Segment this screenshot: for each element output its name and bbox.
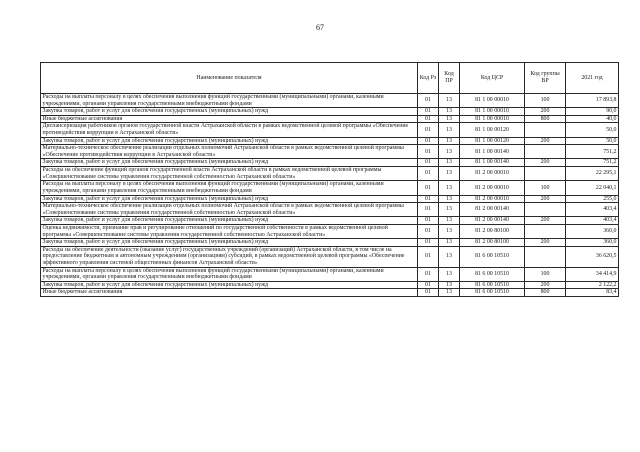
table-row bbox=[41, 267, 619, 281]
cell-csr: 81 1 00 00010 bbox=[460, 94, 525, 108]
cell-rz: 01 bbox=[418, 115, 439, 123]
cell-amount: 40,0 bbox=[566, 115, 619, 123]
cell-name: Расходы на обеспечение функций органов государственной власти Астраханской области в рамках ведомственной целевой программы «Совершенствование системы управления государственной собственностью Астраханской области» bbox=[41, 167, 418, 181]
cell-vr: 200 bbox=[525, 281, 566, 289]
table-row bbox=[41, 289, 619, 297]
table-row bbox=[41, 145, 619, 159]
cell-vr bbox=[525, 145, 566, 159]
cell-vr: 100 bbox=[525, 94, 566, 108]
cell-name: Расходы на выплаты персоналу в целях обеспечения выполнения функций государственными (муниципальными) органами, казенными учреждениями, органами управления государственными внебюджетными фондами bbox=[41, 267, 418, 281]
cell-csr: 81 1 00 00010 bbox=[460, 115, 525, 123]
cell-amount: 360,0 bbox=[566, 224, 619, 238]
cell-csr: 81 2 00 00010 bbox=[460, 167, 525, 181]
header-vr: Код группы ВР bbox=[525, 63, 566, 94]
cell-pr: 13 bbox=[439, 123, 460, 137]
cell-vr: 100 bbox=[525, 267, 566, 281]
table-row bbox=[41, 181, 619, 195]
cell-name: Расходы на обеспечение деятельности (оказание услуг) государственных учреждений (организаций) Астраханской области, в том числе на предоставление бюджетным и автономным учреждениям (организациям) субсидий, в рамках ведомственной целевой программы «Обеспечение эффективного управления системой общественных финансов Астраханской области» bbox=[41, 246, 418, 267]
cell-name: Закупка товаров, работ и услуг для обеспечения государственных (муниципальных) нужд bbox=[41, 195, 418, 203]
cell-pr: 13 bbox=[439, 145, 460, 159]
table-row bbox=[41, 94, 619, 108]
cell-name: Закупка товаров, работ и услуг для обеспечения государственных (муниципальных) нужд bbox=[41, 217, 418, 225]
cell-vr bbox=[525, 167, 566, 181]
cell-pr: 13 bbox=[439, 281, 460, 289]
table-row bbox=[41, 239, 619, 247]
cell-amount: 90,0 bbox=[566, 108, 619, 116]
cell-name: Иные бюджетные ассигнования bbox=[41, 289, 418, 297]
cell-csr: 81 1 00 00140 bbox=[460, 145, 525, 159]
cell-vr: 200 bbox=[525, 217, 566, 225]
cell-amount: 17 893,8 bbox=[566, 94, 619, 108]
cell-rz: 01 bbox=[418, 281, 439, 289]
cell-pr: 13 bbox=[439, 239, 460, 247]
cell-pr: 13 bbox=[439, 195, 460, 203]
cell-name: Закупка товаров, работ и услуг для обеспечения государственных (муниципальных) нужд bbox=[41, 108, 418, 116]
cell-amount: 36 620,5 bbox=[566, 246, 619, 267]
header-year: 2021 год bbox=[566, 63, 619, 94]
cell-pr: 13 bbox=[439, 246, 460, 267]
cell-amount: 403,4 bbox=[566, 203, 619, 217]
table-row bbox=[41, 246, 619, 267]
cell-name: Закупка товаров, работ и услуг для обеспечения государственных (муниципальных) нужд bbox=[41, 239, 418, 247]
cell-csr: 81 2 00 00140 bbox=[460, 203, 525, 217]
cell-name: Материально-техническое обеспечение реализации отдельных полномочий Астраханской области в рамках ведомственной целевой программы «Обеспечение противодействия коррупции в Астраханской области» bbox=[41, 145, 418, 159]
cell-rz: 01 bbox=[418, 289, 439, 297]
cell-rz: 01 bbox=[418, 159, 439, 167]
cell-pr: 13 bbox=[439, 267, 460, 281]
header-name: Наименование показателя bbox=[41, 63, 418, 94]
cell-name: Материально-техническое обеспечение реализации отдельных полномочий Астраханской области в рамках ведомственной целевой программы «Совершенствование системы управления государственной собственностью Астраханской области» bbox=[41, 203, 418, 217]
cell-name: Закупка товаров, работ и услуг для обеспечения государственных (муниципальных) нужд bbox=[41, 137, 418, 145]
cell-name: Расходы на выплаты персоналу в целях обеспечения выполнения функций государственными (муниципальными) органами, казенными учреждениями, органами управления государственными внебюджетными фондами bbox=[41, 94, 418, 108]
cell-amount: 50,0 bbox=[566, 137, 619, 145]
cell-amount: 360,0 bbox=[566, 239, 619, 247]
cell-amount: 50,0 bbox=[566, 123, 619, 137]
table-row bbox=[41, 167, 619, 181]
cell-pr: 13 bbox=[439, 224, 460, 238]
cell-vr: 800 bbox=[525, 115, 566, 123]
cell-amount: 255,0 bbox=[566, 195, 619, 203]
cell-pr: 13 bbox=[439, 217, 460, 225]
table-row bbox=[41, 217, 619, 225]
table-row bbox=[41, 137, 619, 145]
cell-csr: 81 1 00 00120 bbox=[460, 137, 525, 145]
cell-rz: 01 bbox=[418, 137, 439, 145]
cell-csr: 81 6 00 10510 bbox=[460, 281, 525, 289]
cell-vr: 800 bbox=[525, 289, 566, 297]
table-row bbox=[41, 108, 619, 116]
cell-rz: 01 bbox=[418, 145, 439, 159]
cell-pr: 13 bbox=[439, 115, 460, 123]
cell-rz: 01 bbox=[418, 123, 439, 137]
table-row bbox=[41, 123, 619, 137]
cell-vr: 200 bbox=[525, 195, 566, 203]
cell-pr: 13 bbox=[439, 203, 460, 217]
cell-pr: 13 bbox=[439, 94, 460, 108]
cell-vr: 200 bbox=[525, 108, 566, 116]
cell-name: Закупка товаров, работ и услуг для обеспечения государственных (муниципальных) нужд bbox=[41, 281, 418, 289]
cell-amount: 22 040,1 bbox=[566, 181, 619, 195]
cell-rz: 01 bbox=[418, 246, 439, 267]
cell-amount: 22 295,1 bbox=[566, 167, 619, 181]
header-pr: Код ПР bbox=[439, 63, 460, 94]
cell-pr: 13 bbox=[439, 137, 460, 145]
cell-csr: 81 2 00 80100 bbox=[460, 224, 525, 238]
cell-name: Закупка товаров, работ и услуг для обеспечения государственных (муниципальных) нужд bbox=[41, 159, 418, 167]
cell-pr: 13 bbox=[439, 108, 460, 116]
cell-amount: 403,4 bbox=[566, 217, 619, 225]
cell-csr: 81 6 00 10510 bbox=[460, 246, 525, 267]
table-row bbox=[41, 159, 619, 167]
cell-amount: 83,4 bbox=[566, 289, 619, 297]
cell-vr: 200 bbox=[525, 159, 566, 167]
cell-csr: 81 2 00 00010 bbox=[460, 181, 525, 195]
cell-rz: 01 bbox=[418, 224, 439, 238]
cell-rz: 01 bbox=[418, 94, 439, 108]
cell-pr: 13 bbox=[439, 289, 460, 297]
cell-name: Расходы на выплаты персоналу в целях обеспечения выполнения функций государственными (муниципальными) органами, казенными учреждениями, органами управления государственными внебюджетными фондами bbox=[41, 181, 418, 195]
cell-rz: 01 bbox=[418, 181, 439, 195]
cell-rz: 01 bbox=[418, 195, 439, 203]
table-row bbox=[41, 281, 619, 289]
cell-vr bbox=[525, 203, 566, 217]
header-csr: Код ЦСР bbox=[460, 63, 525, 94]
table-row bbox=[41, 203, 619, 217]
cell-name: Иные бюджетные ассигнования bbox=[41, 115, 418, 123]
table-row bbox=[41, 115, 619, 123]
cell-pr: 13 bbox=[439, 181, 460, 195]
cell-rz: 01 bbox=[418, 203, 439, 217]
cell-rz: 01 bbox=[418, 167, 439, 181]
cell-rz: 01 bbox=[418, 239, 439, 247]
cell-amount: 751,2 bbox=[566, 145, 619, 159]
cell-csr: 81 1 00 00140 bbox=[460, 159, 525, 167]
cell-rz: 01 bbox=[418, 267, 439, 281]
cell-csr: 81 6 00 10510 bbox=[460, 289, 525, 297]
cell-vr bbox=[525, 246, 566, 267]
cell-csr: 81 2 00 00010 bbox=[460, 195, 525, 203]
budget-table bbox=[40, 62, 619, 297]
cell-pr: 13 bbox=[439, 167, 460, 181]
table-row bbox=[41, 195, 619, 203]
cell-rz: 01 bbox=[418, 217, 439, 225]
cell-vr bbox=[525, 224, 566, 238]
page-number: 67 bbox=[316, 23, 324, 32]
cell-csr: 81 1 00 00010 bbox=[460, 108, 525, 116]
cell-vr bbox=[525, 123, 566, 137]
cell-csr: 81 2 00 00140 bbox=[460, 217, 525, 225]
cell-vr: 100 bbox=[525, 181, 566, 195]
cell-amount: 751,2 bbox=[566, 159, 619, 167]
cell-csr: 81 2 00 80100 bbox=[460, 239, 525, 247]
cell-rz: 01 bbox=[418, 108, 439, 116]
table-row bbox=[41, 224, 619, 238]
table-header-row bbox=[41, 63, 619, 94]
cell-amount: 34 414,9 bbox=[566, 267, 619, 281]
cell-csr: 81 6 00 10510 bbox=[460, 267, 525, 281]
cell-name: Диспансеризация работников органов государственной власти Астраханской области в рамках ведомственной целевой программы «Обеспечение противодействия коррупции в Астраханской области» bbox=[41, 123, 418, 137]
cell-pr: 13 bbox=[439, 159, 460, 167]
cell-vr: 200 bbox=[525, 239, 566, 247]
header-rz: Код Рз bbox=[418, 63, 439, 94]
cell-name: Оценка недвижимости, признание прав и регулирование отношений по государственной собственности в рамках ведомственной целевой программы «Совершенствование системы управления государственной собственностью Астраханской области» bbox=[41, 224, 418, 238]
cell-csr: 81 1 00 00120 bbox=[460, 123, 525, 137]
cell-amount: 2 122,2 bbox=[566, 281, 619, 289]
cell-vr: 200 bbox=[525, 137, 566, 145]
